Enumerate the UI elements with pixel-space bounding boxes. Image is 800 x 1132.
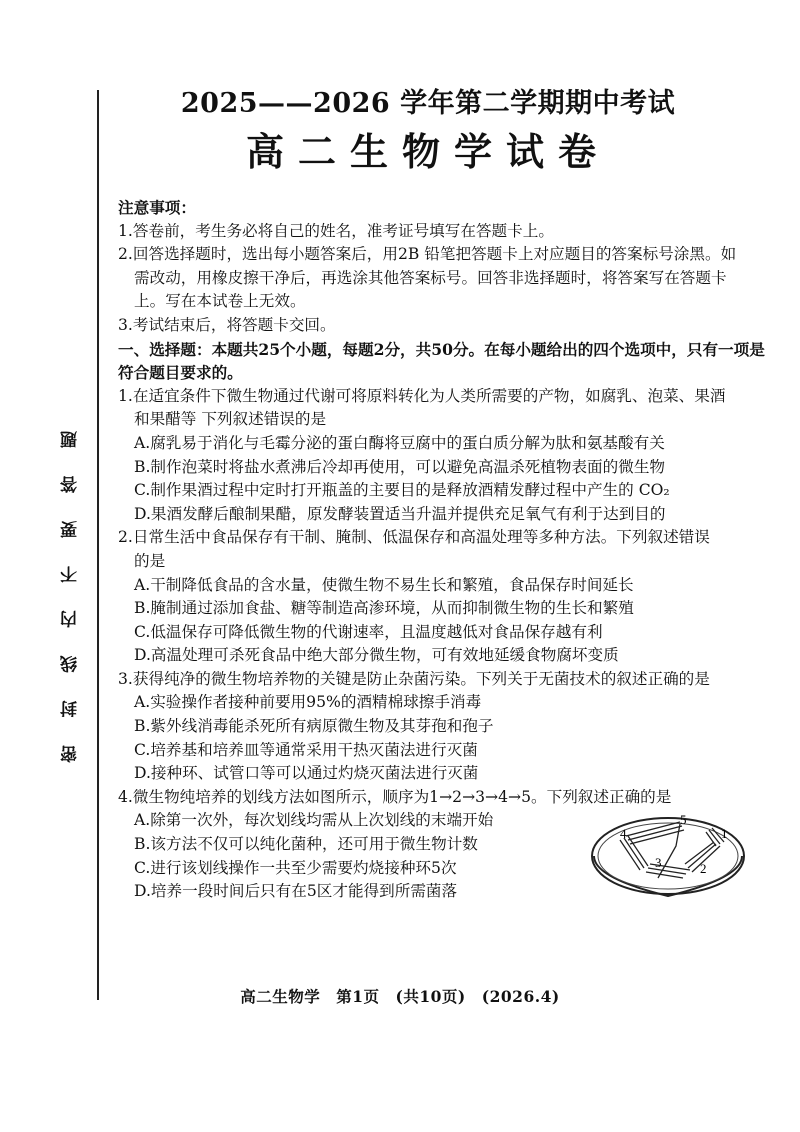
- zone-label: 1: [721, 825, 728, 841]
- option-a: A.干制降低食品的含水量，使微生物不易生长和繁殖，食品保存时间延长: [134, 575, 634, 594]
- option-b: B.制作泡菜时将盐水煮沸后冷却再使用，可以避免高温杀死植物表面的微生物: [134, 457, 666, 476]
- option-c: C.培养基和培养皿等通常采用干热灭菌法进行灭菌: [134, 740, 478, 759]
- option-b: B.该方法不仅可以纯化菌种，还可用于微生物计数: [134, 835, 478, 854]
- petri-dish-figure: [588, 806, 748, 906]
- question-stem: 1.在适宜条件下微生物通过代谢可将原料转化为人类所需要的产物，如腐乳、泡菜、果酒: [118, 386, 726, 405]
- option-a: A.实验操作者接种前要用95%的酒精棉球擦手消毒: [134, 693, 482, 712]
- option-b: B.腌制通过添加食盐、糖等制造高渗环境，从而抑制微生物的生长和繁殖: [134, 599, 634, 618]
- binding-notice: 密 封 线 内 不 要 答 题: [61, 420, 81, 763]
- question-stem: 和果醋等 下列叙述错误的是: [134, 410, 327, 429]
- option-d: D.培养一段时间后只有在5区才能得到所需菌落: [134, 882, 458, 901]
- option-d: D.接种环、试管口等可以通过灼烧灭菌法进行灭菌: [134, 764, 479, 783]
- option-c: C.进行该划线操作一共至少需要灼烧接种环5次: [134, 858, 457, 877]
- exam-title: 2025——2026 学年第二学期期中考试: [180, 88, 676, 119]
- section-heading: 一、选择题：本题共25个小题，每题2分，共50分。在每小题给出的四个选项中，只有一项是: [118, 339, 765, 359]
- option-c: C.制作果酒过程中定时打开瓶盖的主要目的是释放酒精发酵过程中产生的 CO₂: [134, 481, 670, 500]
- notice-item: 3.考试结束后，将答题卡交回。: [118, 315, 336, 334]
- notice-item: 1.答卷前，考生务必将自己的姓名，准考证号填写在答题卡上。: [118, 221, 554, 240]
- question-stem: 的是: [134, 551, 166, 570]
- notice-item: 上。写在本试卷上无效。: [134, 292, 306, 311]
- option-b: B.紫外线消毒能杀死所有病原微生物及其芽孢和孢子: [134, 717, 494, 736]
- zone-label: 4: [620, 825, 627, 841]
- notice-item: 需改动，用橡皮擦干净后，再选涂其他答案标号。回答非选择题时，将答案写在答题卡: [134, 268, 727, 287]
- section-heading: 符合题目要求的。: [118, 363, 243, 383]
- question-stem: 3.获得纯净的微生物培养物的关键是防止杂菌污染。下列关于无菌技术的叙述正确的是: [118, 669, 710, 688]
- streak-lines: [620, 822, 724, 878]
- zone-label: 5: [680, 811, 687, 827]
- binding-line: [97, 90, 99, 1000]
- notice-item: 2.回答选择题时，选出每小题答案后，用2B 铅笔把答题卡上对应题目的答案标号涂黑。如: [118, 245, 737, 264]
- zone-label: 3: [655, 854, 662, 870]
- option-a: A.除第一次外，每次划线均需从上次划线的末端开始: [134, 811, 494, 830]
- option-d: D.果酒发酵后酿制果醋，原发酵装置适当升温并提供充足氧气有利于达到目的: [134, 504, 666, 523]
- zone-label: 2: [700, 860, 707, 876]
- exam-page: [118, 84, 765, 904]
- exam-subject-title: 高二生物学试卷: [245, 129, 610, 174]
- option-c: C.低温保存可降低微生物的代谢速率，且温度越低对食品保存越有利: [134, 622, 603, 641]
- exam-body: [118, 196, 765, 904]
- option-a: A.腐乳易于消化与毛霉分泌的蛋白酶将豆腐中的蛋白质分解为肽和氨基酸有关: [134, 433, 665, 452]
- question-stem: 2.日常生活中食品保存有干制、腌制、低温保存和高温处理等多种方法。下列叙述错误: [118, 528, 710, 547]
- question-4: [118, 786, 738, 904]
- question-stem: 4.微生物纯培养的划线方法如图所示，顺序为1→2→3→4→5。下列叙述正确的是: [118, 787, 672, 806]
- option-d: D.高温处理可杀死食品中绝大部分微生物，可有效地延缓食物腐坏变质: [134, 646, 619, 665]
- page-footer: 高二生物学 第1页 (共10页) (2026.4): [240, 987, 560, 1006]
- notice-heading: 注意事项：: [118, 198, 196, 217]
